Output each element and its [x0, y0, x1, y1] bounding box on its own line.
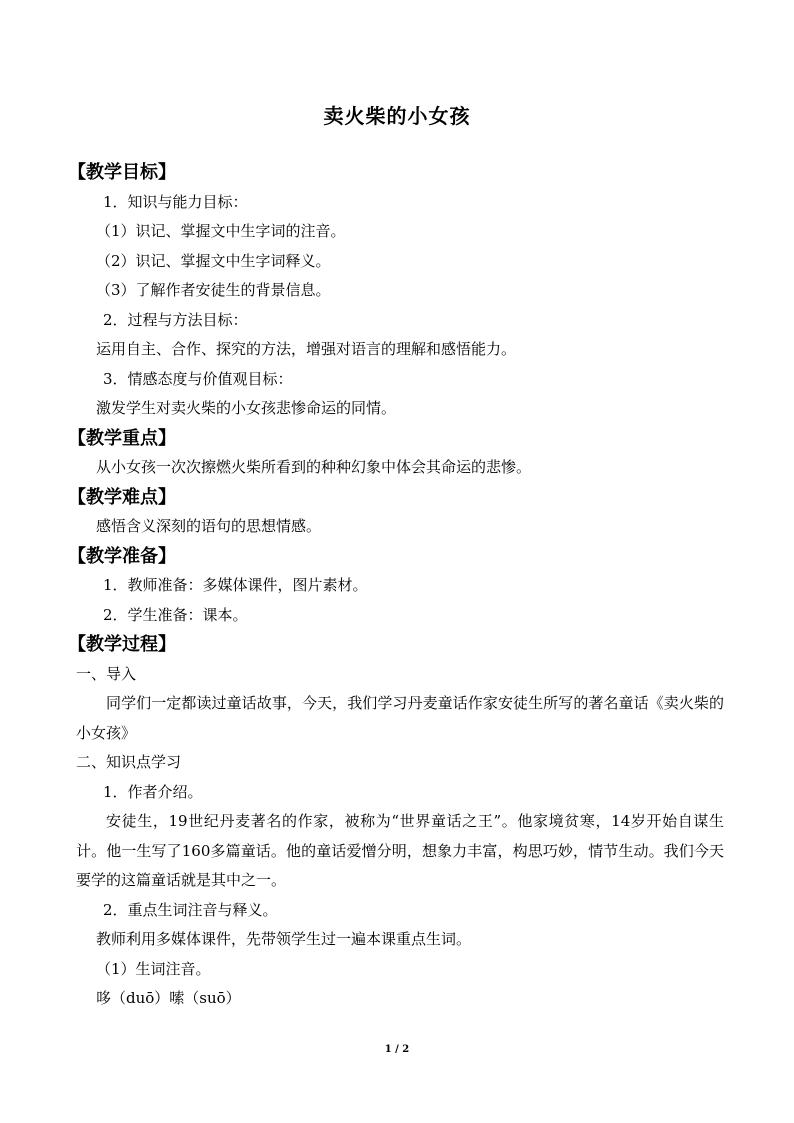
objective-line: 1．知识与能力目标： — [103, 192, 248, 211]
key-points-text: 从小女孩一次次擦燃火柴所看到的种种幻象中体会其命运的悲惨。 — [96, 458, 532, 476]
preparation-line: 1．教师准备：多媒体课件，图片素材。 — [103, 576, 368, 594]
objective-line: 激发学生对卖火柴的小女孩悲惨命运的同情。 — [96, 399, 397, 417]
process-heading: 【教学过程】 — [68, 634, 176, 655]
preparation-line: 2．学生准备：课本。 — [103, 605, 248, 624]
preparation-heading: 【教学准备】 — [68, 545, 176, 567]
process-part-title: 一、导入 — [76, 664, 137, 683]
document-body — [68, 158, 724, 1014]
objective-line: （3）了解作者安徒生的背景信息。 — [96, 281, 331, 299]
objective-line: 3．情感态度与价值观目标： — [103, 369, 293, 388]
difficulties-text: 感悟含义深刻的语句的思想情感。 — [96, 517, 322, 535]
key-points-heading: 【教学重点】 — [68, 427, 176, 449]
process-words: 哆（duō）嗦（suō） — [96, 989, 241, 1007]
process-sub-title: 1．作者介绍。 — [103, 782, 203, 801]
objective-line: 2．过程与方法目标： — [103, 310, 248, 329]
objective-line: （2）识记、掌握文中生字词释义。 — [96, 251, 331, 270]
objective-line: 运用自主、合作、探究的方法，增强对语言的理解和感悟能力。 — [96, 340, 517, 358]
process-paragraph: 同学们一定都读过童话故事，今天，我们学习丹麦童话作家安徒生所写的著名童话《卖火柴的小女孩》 — [76, 694, 724, 742]
objective-line: （1）识记、掌握文中生字词的注音。 — [96, 222, 346, 240]
difficulties-heading: 【教学难点】 — [68, 486, 176, 508]
page-number: 1 / 2 — [384, 1044, 410, 1055]
objectives-heading: 【教学目标】 — [68, 162, 176, 183]
process-item: （1）生词注音。 — [96, 959, 211, 978]
process-paragraph: 教师利用多媒体课件，先带领学生过一遍本课重点生词。 — [96, 930, 472, 948]
process-paragraph: 安徒生，19世纪丹麦著名的作家，被称为“世界童话之王”。他家境贫寒，14岁开始自谋生计。他一生写了160多篇童话。他的童话爱憎分明，想象力丰富，构思巧妙，情节生动。我们今天要学的这篇童话就是其中之一。 — [76, 812, 724, 889]
document-title: 卖火柴的小女孩 — [323, 104, 471, 128]
process-part-title: 二、知识点学习 — [76, 753, 182, 771]
process-sub-title: 2．重点生词注音与释义。 — [103, 900, 278, 919]
